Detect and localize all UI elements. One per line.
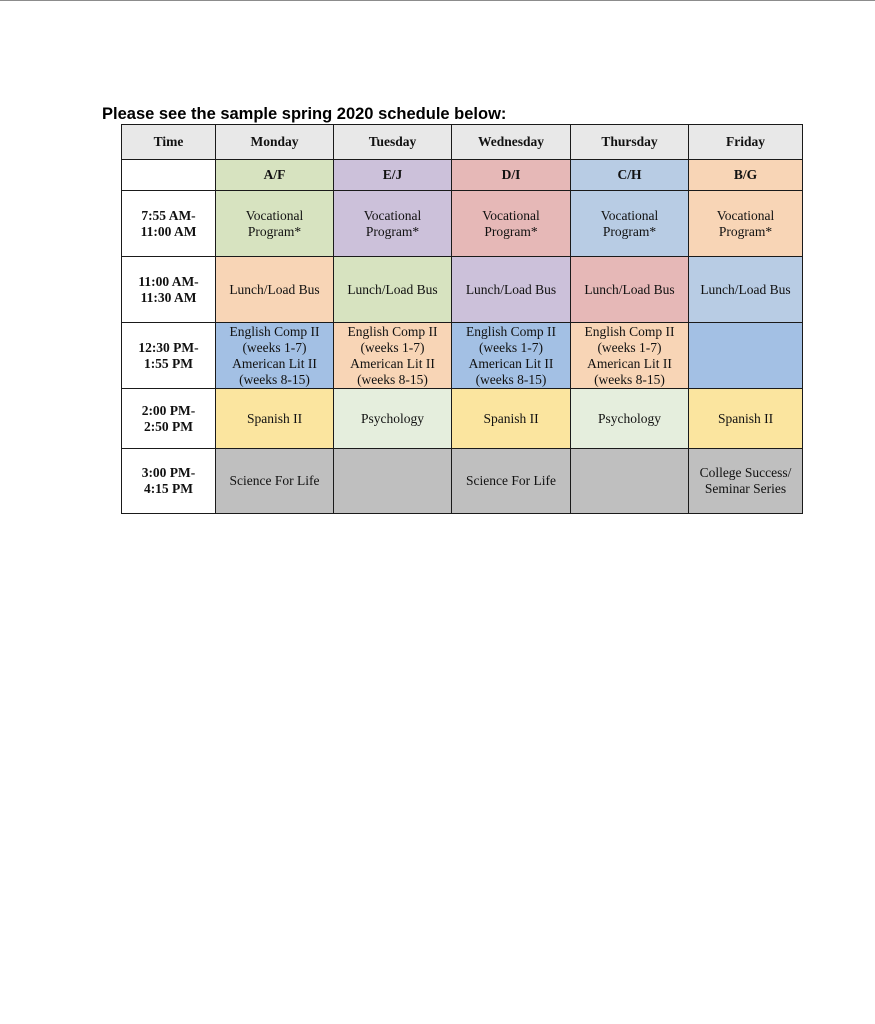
class-cell	[571, 323, 689, 389]
class-line: Program*	[602, 223, 657, 239]
class-line: Program*	[247, 223, 302, 239]
class-cell	[334, 389, 452, 449]
time-line: 2:50 PM	[143, 418, 194, 434]
class-line: Spanish II	[246, 410, 303, 426]
schedule-row	[122, 449, 803, 514]
class-cell	[452, 191, 571, 257]
class-line: Vocational	[482, 207, 540, 223]
header-thursday: Thursday	[571, 125, 689, 160]
group-friday: B/G	[689, 160, 803, 191]
class-line: Lunch/Load Bus	[700, 281, 791, 297]
class-cell	[452, 449, 571, 514]
schedule-table	[121, 124, 803, 514]
class-cell	[452, 389, 571, 449]
class-line: Program*	[718, 223, 773, 239]
class-line: American Lit II	[468, 355, 554, 371]
class-cell	[216, 323, 334, 389]
class-line: (weeks 1-7)	[242, 339, 307, 355]
class-cell	[689, 257, 803, 323]
class-line: Spanish II	[483, 410, 539, 426]
class-line: American Lit II	[232, 355, 317, 371]
header-tuesday: Tuesday	[334, 125, 452, 160]
time-cell	[122, 323, 216, 389]
time-cell	[122, 257, 216, 323]
header-friday: Friday	[689, 125, 803, 160]
class-line: (weeks 8-15)	[475, 371, 547, 387]
header-monday: Monday	[216, 125, 334, 160]
class-cell	[216, 191, 334, 257]
class-cell	[216, 449, 334, 514]
top-rule	[0, 0, 875, 1]
time-line: 11:00 AM-	[138, 273, 199, 289]
class-line: English Comp II	[347, 323, 438, 339]
class-line: Lunch/Load Bus	[584, 281, 675, 297]
class-line: English Comp II	[229, 323, 320, 339]
class-cell-empty	[334, 449, 452, 514]
time-line: 12:30 PM-	[138, 339, 199, 355]
class-line: College Success/	[699, 465, 792, 480]
class-line: Lunch/Load Bus	[347, 281, 438, 297]
class-line: Lunch/Load Bus	[229, 281, 320, 297]
class-line: Spanish II	[717, 410, 774, 426]
class-line: Science For Life	[229, 473, 320, 488]
class-line: Psychology	[360, 410, 424, 426]
header-time: Time	[122, 125, 216, 160]
class-line: Seminar Series	[704, 481, 787, 496]
class-cell	[571, 389, 689, 449]
schedule-row	[122, 191, 803, 257]
class-line: (weeks 1-7)	[360, 339, 425, 355]
class-line: (weeks 1-7)	[478, 339, 544, 355]
intro-text: Please see the sample spring 2020 schedule below:	[102, 105, 507, 123]
time-line: 7:55 AM-	[141, 207, 196, 223]
class-line: (weeks 8-15)	[239, 371, 310, 387]
group-monday: A/F	[216, 160, 334, 191]
time-line: 1:55 PM	[143, 355, 194, 371]
time-cell	[122, 449, 216, 514]
class-line: (weeks 8-15)	[594, 371, 665, 387]
header-wednesday: Wednesday	[452, 125, 571, 160]
class-cell	[216, 257, 334, 323]
group-row	[122, 160, 803, 191]
class-line: Vocational	[245, 207, 304, 223]
schedule-row	[122, 257, 803, 323]
header-row	[122, 125, 803, 160]
class-line: Vocational	[363, 207, 422, 223]
class-line: Program*	[365, 223, 420, 239]
schedule-row	[122, 323, 803, 389]
class-line: Vocational	[716, 207, 775, 223]
time-line: 11:00 AM	[140, 223, 197, 239]
class-cell	[452, 323, 571, 389]
time-line: 4:15 PM	[143, 481, 194, 496]
time-line: 2:00 PM-	[141, 402, 196, 418]
group-thursday: C/H	[571, 160, 689, 191]
time-cell	[122, 389, 216, 449]
class-line: American Lit II	[350, 355, 435, 371]
class-line: Program*	[484, 223, 538, 239]
class-cell	[452, 257, 571, 323]
schedule-row	[122, 389, 803, 449]
class-cell	[334, 191, 452, 257]
class-line: American Lit II	[587, 355, 672, 371]
class-line: (weeks 8-15)	[357, 371, 428, 387]
class-line: Science For Life	[466, 473, 556, 488]
time-line: 11:30 AM	[140, 289, 197, 305]
class-line: English Comp II	[584, 323, 675, 339]
class-line: (weeks 1-7)	[597, 339, 662, 355]
class-cell	[216, 389, 334, 449]
class-line: English Comp II	[466, 323, 556, 339]
group-tuesday: E/J	[334, 160, 452, 191]
group-time-empty	[122, 160, 216, 191]
group-wednesday: D/I	[452, 160, 571, 191]
class-cell	[689, 449, 803, 514]
time-cell	[122, 191, 216, 257]
class-cell	[571, 257, 689, 323]
class-cell	[334, 323, 452, 389]
class-line: Vocational	[600, 207, 659, 223]
class-cell	[334, 257, 452, 323]
class-line: Lunch/Load Bus	[465, 281, 557, 297]
class-cell-empty	[571, 449, 689, 514]
time-line: 3:00 PM-	[141, 465, 196, 480]
class-cell	[571, 191, 689, 257]
class-cell	[689, 389, 803, 449]
class-cell-empty	[689, 323, 803, 389]
class-line: Psychology	[597, 410, 661, 426]
class-cell	[689, 191, 803, 257]
